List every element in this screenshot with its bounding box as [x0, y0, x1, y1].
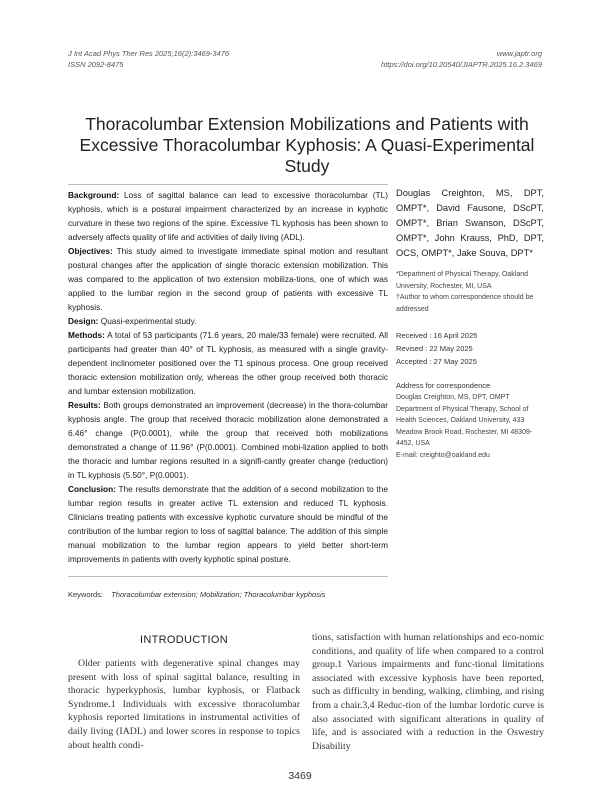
affiliations: [396, 269, 544, 315]
revised-date: Revised : 22 May 2025: [396, 344, 473, 353]
abstract-design: [68, 314, 388, 328]
abstract-conclusion: [68, 482, 388, 566]
abstract-results: [68, 398, 388, 482]
introduction-heading: INTRODUCTION: [140, 634, 228, 646]
introduction-left-column: Older patients with degenerative spinal changes may present with loss of spinal sagittal balance, resulting in thoracic hyperkyphosis, lumbar kyphosis, or Flatback Syndrome.1 Individuals with excessive thoracolumbar kyphosis reported limitations in instrumental activities of daily living (IADL) and lower scores in response to topics about health condi-: [68, 658, 300, 751]
journal-links: [381, 48, 542, 70]
article-title: Thoracolumbar Extension Mobilizations and Patients with Excessive Thoracolumbar Kyphosis: A Quasi-Experimental Study: [79, 114, 535, 176]
affiliation: *Department of Physical Therapy, Oakland University, Rochester, MI, USA: [396, 271, 529, 290]
accepted-date: Accepted : 27 May 2025: [396, 357, 477, 366]
abstract-text: Quasi-experimental study.: [98, 316, 197, 326]
abstract-bottom-rule: [68, 576, 388, 577]
keywords: [68, 590, 325, 599]
abstract-label: Results:: [68, 400, 101, 410]
abstract-label: Objectives:: [68, 246, 113, 256]
abstract-text: Both groups demonstrated an improvement (decrease) in the thora-columbar kyphosis angle. The group that received thoracic mobilization alone demonstrated a 6.46° change (P(0.0001), while the group that received both mobilizations demonstrated a change of 11.96° (P(0.0001). Combined mobi-lization applied to both the thoracic and lumbar regions resulted in a signifi-cantly greater change (reduction) in TL kyphosis (5.50°, P(0.0001).: [68, 400, 388, 480]
issn: ISSN 2092-8475: [68, 60, 124, 69]
abstract: [68, 188, 388, 566]
abstract-text: Loss of sagittal balance can lead to excessive thoracolumbar (TL) kyphosis, which is a postural impairment characterized by an increase in kyphotic curvature in these two regions of the spine. Excessive TL kyphosis has been shown to adversely affects quality of life and activities of daily living (ADL).: [68, 190, 388, 242]
abstract-label: Design:: [68, 316, 99, 326]
abstract-methods: [68, 328, 388, 398]
abstract-top-rule: [68, 184, 388, 185]
correspondence-block: [396, 392, 544, 461]
abstract-text: This study aimed to investigate immediate spinal motion and resultant postural changes after the application of single thoracic extension mobilization. This was compared to the application of two extension mobiliza-tions, one of which was applied to the lumbar region in the second group of patients with excessive TL kyphosis.: [68, 246, 388, 312]
doi-link[interactable]: https://doi.org/10.20540/JIAPTR.2025.16.2.3469: [381, 60, 542, 69]
abstract-label: Conclusion:: [68, 484, 116, 494]
author-list: Douglas Creighton, MS, DPT, OMPT*, David Fausone, DScPT, OMPT*, Brian Swanson, DScPT, OMPT*, John Krauss, PhD, DPT, OCS, OMPT*, Jake Souva, DPT*: [396, 188, 544, 258]
corresponding-note: †Author to whom correspondence should be addressed: [396, 294, 534, 313]
abstract-background: [68, 188, 388, 244]
abstract-label: Methods:: [68, 330, 105, 340]
correspondence-email[interactable]: E-mail: creighto@oakland.edu: [396, 451, 490, 459]
abstract-label: Background:: [68, 190, 120, 200]
journal-citation: J Int Acad Phys Ther Res 2025;16(2):3469-3476: [68, 49, 230, 58]
article-dates: [396, 329, 544, 368]
abstract-text: The results demonstrate that the addition of a second mobilization to the lumbar region results in greater active TL extension and reduced TL kyphosis. Clinicians treating patients with excessive kyphotic curvature should be mindful of the contribution of the lumbar region to loss of sagittal balance. The addition of this simple manual mobilization to the lumbar region appears to yield better short-term improvements in patients with overly kyphotic spinal posture.: [68, 484, 388, 564]
correspondence-address: Department of Physical Therapy, School of Health Sciences, Oakland University, 433 Meadow Brook Road, Rochester, MI 48309-4452, USA: [396, 405, 533, 447]
keywords-label: Keywords:: [68, 590, 104, 599]
introduction-right-column: tions, satisfaction with human relationships and eco-nomic conditions, and quality of life when compared to a control group.1 Various impairments and func-tional limitations associated with excessive kyphosis have been reported, such as difficulty in bending, walking, climbing, and rising from a chair.3,4 Reduc-tion of the lumbar lordotic curve is also associated with significant alterations in quality of life, and is associated with a reduction in the Oswestry Disability: [312, 632, 544, 752]
abstract-objectives: [68, 244, 388, 314]
page-number: 3469: [288, 770, 312, 782]
article-sidebar: [396, 186, 544, 461]
abstract-text: A total of 53 participants (71.6 years, 20 male/33 female) were recruited. All participants had greater than 40° of TL kyphosis, as measured with a single gravity-dependent inclinometer positioned over the T1 spinous process. One group received thoracic extension mobilization only, whereas the other group received both thoracic and lumbar extension mobilization.: [68, 330, 388, 396]
received-date: Received : 16 April 2025: [396, 331, 478, 340]
keywords-value: Thoracolumbar extension; Mobilization; Thoracolumbar kyphosis: [111, 590, 326, 599]
correspondence-heading: Address for correspondence: [396, 381, 491, 390]
correspondence-name: Douglas Creighton, MS, DPT, OMPT: [396, 394, 510, 401]
website-link[interactable]: www.japtr.org: [496, 49, 542, 58]
journal-header: [68, 48, 229, 70]
